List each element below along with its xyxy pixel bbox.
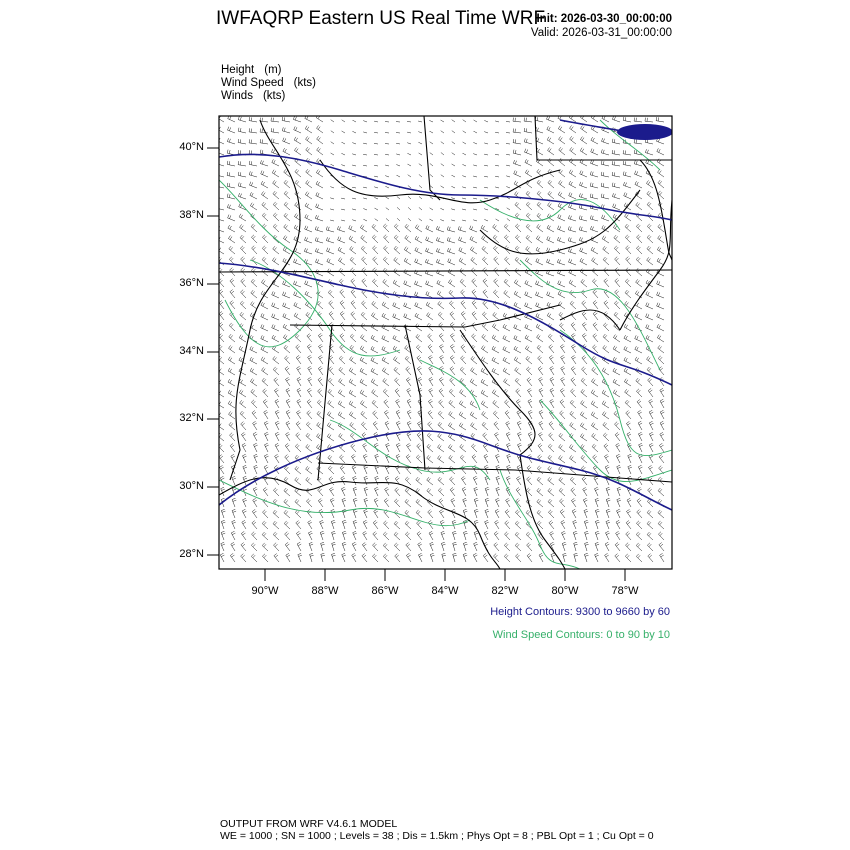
map-title: IWFAQRP Eastern US Real Time WRF	[216, 8, 546, 29]
lat-label-40n: 40°N	[179, 141, 204, 153]
init-time: Init: 2026-03-30_00:00:00	[536, 13, 672, 25]
lon-label-84w: 84°W	[431, 585, 459, 597]
field-wind-speed: Wind Speed (kts)	[221, 77, 317, 89]
lat-label-32n: 32°N	[179, 412, 204, 424]
field-winds: Winds (kts)	[221, 90, 286, 102]
lat-label-34n: 34°N	[179, 345, 204, 357]
wind-speed-contour-note: Wind Speed Contours: 0 to 90 by 10	[492, 629, 670, 641]
lat-label-30n: 30°N	[179, 480, 204, 492]
model-footer	[220, 818, 654, 842]
lat-label-28n: 28°N	[179, 548, 204, 560]
lat-label-36n: 36°N	[179, 277, 204, 289]
lon-label-78w: 78°W	[611, 585, 639, 597]
lon-label-86w: 86°W	[371, 585, 399, 597]
lon-label-82w: 82°W	[491, 585, 519, 597]
valid-time: Valid: 2026-03-31_00:00:00	[530, 27, 672, 39]
lat-label-38n: 38°N	[179, 209, 204, 221]
footer-model-line: OUTPUT FROM WRF V4.6.1 MODEL	[220, 818, 398, 830]
lon-label-90w: 90°W	[251, 585, 279, 597]
lon-label-88w: 88°W	[311, 585, 339, 597]
field-height: Height (m)	[221, 64, 282, 76]
footer-config-line: WE = 1000 ; SN = 1000 ; Levels = 38 ; Dis = 1.5km ; Phys Opt = 8 ; PBL Opt = 1 ; Cu Opt = 0	[220, 830, 654, 842]
height-contour-note: Height Contours: 9300 to 9660 by 60	[490, 606, 670, 618]
lon-label-80w: 80°W	[551, 585, 579, 597]
height-minimum-cluster	[617, 124, 673, 140]
